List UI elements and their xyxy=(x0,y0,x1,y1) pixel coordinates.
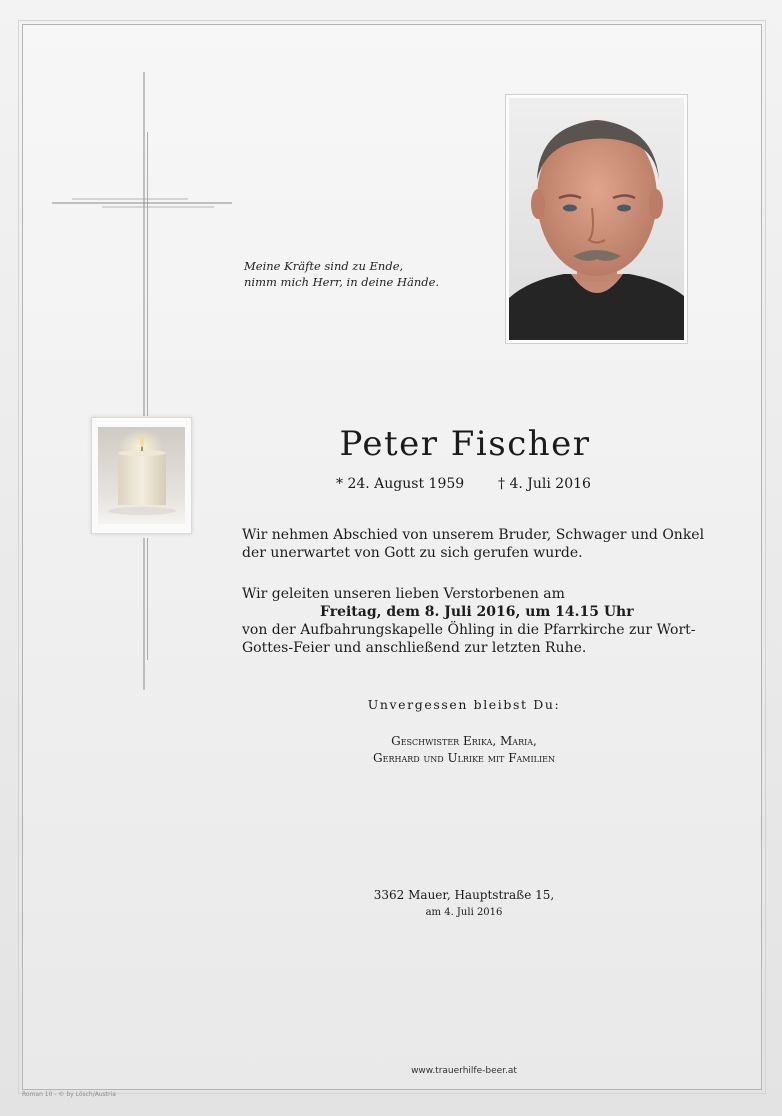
verse-line-1: Meine Kräfte sind zu Ende, xyxy=(244,259,404,273)
announcement-line-1: Wir nehmen Abschied von unserem Bruder, Schwager und Onkel xyxy=(242,527,705,543)
announcement-paragraph xyxy=(242,526,704,562)
family-signatures xyxy=(300,733,628,767)
address-date: am 4. Juli 2016 xyxy=(425,907,503,918)
remembrance-heading: Unvergessen bleibst Du: xyxy=(367,697,561,712)
funeral-date: Freitag, dem 8. Juli 2016, um 14.15 Uhr xyxy=(320,604,634,620)
family-line-2: Gerhard und Ulrike mit Familien xyxy=(373,751,555,765)
family-line-1: Geschwister Erika, Maria, xyxy=(391,734,537,748)
portrait-photo-icon xyxy=(509,98,684,340)
announcement-line-2: der unerwartet von Gott zu sich gerufen wurde. xyxy=(242,545,583,561)
template-credit: Roman 10 - © by Lösch/Austria xyxy=(22,1091,116,1098)
candle-icon xyxy=(98,427,185,524)
address-block xyxy=(300,887,628,921)
address-line: 3362 Mauer, Hauptstraße 15, xyxy=(373,888,555,902)
funeral-line-3: von der Aufbahrungskapelle Öhling in die Pfarrkirche zur Wort- xyxy=(242,622,696,638)
deceased-name: Peter Fischer xyxy=(339,424,591,464)
death-date: † 4. Juli 2016 xyxy=(498,476,591,492)
candle-image xyxy=(91,417,192,534)
portrait-photo xyxy=(505,94,688,344)
funeral-line-1: Wir geleiten unseren lieben Verstorbenen am xyxy=(242,586,565,602)
birth-date: * 24. August 1959 xyxy=(336,476,465,492)
funeral-line-4: Gottes-Feier und anschließend zur letzten Ruhe. xyxy=(242,640,587,656)
verse-line-2: nimm mich Herr, in deine Hände. xyxy=(244,275,440,289)
cross-icon xyxy=(50,70,240,695)
website-link[interactable]: www.trauerhilfe-beer.at xyxy=(411,1066,517,1076)
memorial-verse xyxy=(244,258,439,290)
funeral-paragraph xyxy=(242,585,696,657)
